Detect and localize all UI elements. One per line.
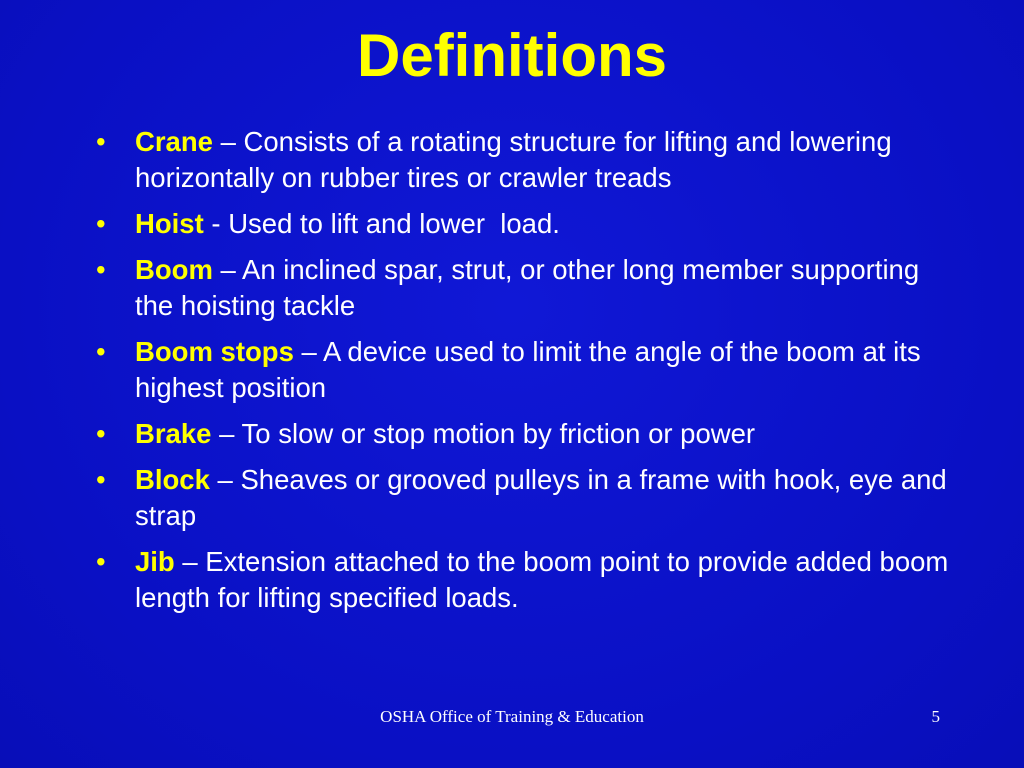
definition-text: – A device used to limit the angle of the boom at its highest position: [135, 336, 921, 403]
bullet-icon: •: [96, 418, 106, 449]
slide-footer: OSHA Office of Training & Education: [380, 707, 644, 726]
bullet-icon: •: [96, 464, 106, 495]
term-label: Block: [135, 464, 210, 495]
bullet-icon: •: [96, 546, 106, 577]
definition-item-boom-stops: [96, 334, 956, 406]
definition-item-brake: [96, 416, 956, 452]
definition-item-crane: [96, 124, 956, 196]
page-number: 5: [931, 707, 940, 726]
definition-text: – Sheaves or grooved pulleys in a frame with hook, eye and strap: [135, 464, 947, 531]
term-label: Brake: [135, 418, 212, 449]
definition-text: – An inclined spar, strut, or other long member supporting the hoisting tackle: [135, 254, 920, 321]
definition-text: – To slow or stop motion by friction or power: [211, 418, 756, 449]
definition-text: – Consists of a rotating structure for lifting and lowering horizontally on rubber tires or crawler treads: [135, 126, 892, 193]
term-label: Crane: [135, 126, 213, 157]
bullet-icon: •: [96, 336, 106, 367]
definition-item-boom: [96, 252, 956, 324]
definition-item-jib: [96, 544, 956, 616]
definition-text: – Extension attached to the boom point to provide added boom length for lifting specified loads.: [135, 546, 949, 613]
bullet-icon: •: [96, 208, 106, 239]
term-label: Jib: [135, 546, 175, 577]
term-label: Boom: [135, 254, 213, 285]
definition-list: [96, 124, 956, 626]
slide-title: Definitions: [357, 22, 667, 89]
term-label: Hoist: [135, 208, 204, 239]
bullet-icon: •: [96, 254, 106, 285]
bullet-icon: •: [96, 126, 106, 157]
definition-item-hoist: [96, 206, 956, 242]
definition-text: - Used to lift and lower load.: [203, 208, 560, 239]
term-label: Boom stops: [135, 336, 294, 367]
definition-item-block: [96, 462, 956, 534]
